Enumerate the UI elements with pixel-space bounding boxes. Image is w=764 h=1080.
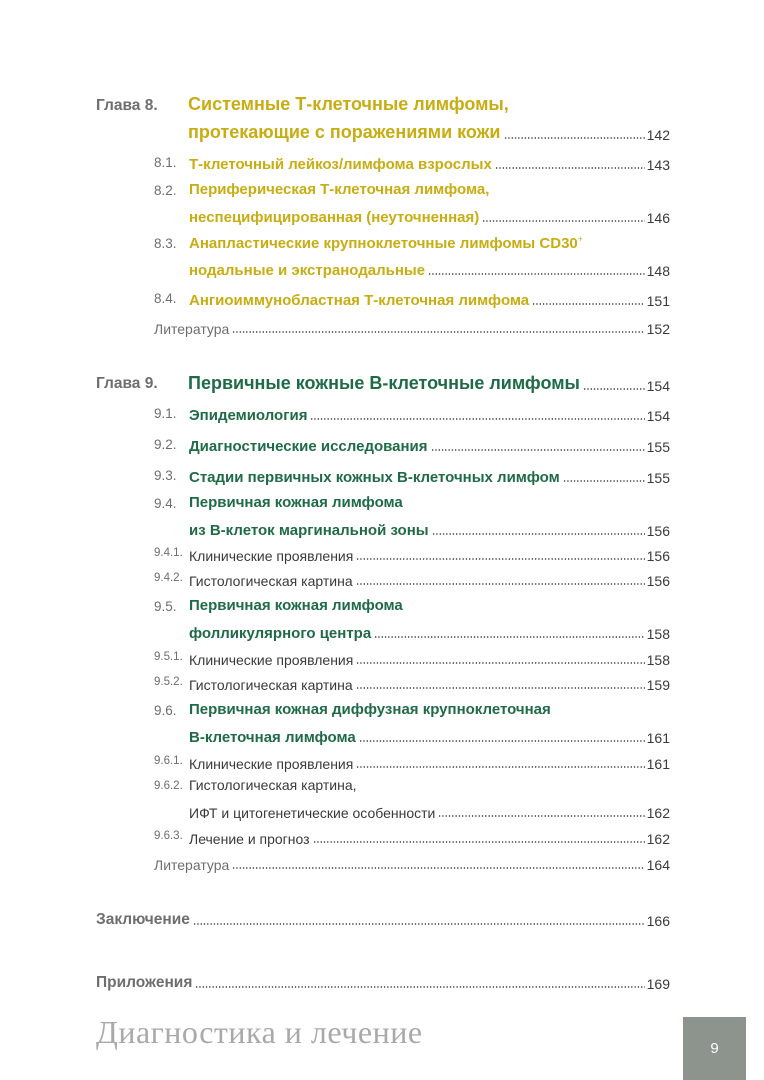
page-number: 162: [646, 831, 670, 847]
toc-entry-9-literature[interactable]: [154, 853, 670, 873]
section-number: 8.2.: [154, 183, 177, 198]
section-title-line1: Первичная кожная диффузная крупноклеточная: [189, 701, 551, 718]
page-number: 162: [646, 805, 670, 821]
section-number: 9.6.: [154, 703, 177, 718]
page-number: 161: [646, 730, 670, 746]
subsection-title-line2: ИФТ и цитогенетические особенности: [189, 805, 436, 821]
appendix-label: Приложения: [96, 974, 193, 991]
section-title-line2: нодальные и экстранодальные: [189, 262, 426, 279]
section-title: Ангиоиммунобластная Т-клеточная лимфома: [189, 292, 530, 309]
page-number: 146: [646, 210, 670, 226]
toc-entry-9-2[interactable]: [189, 435, 670, 455]
chapter-9-title: Первичные кожные В-клеточные лимфомы: [188, 373, 580, 393]
dot-leader: [356, 766, 644, 768]
toc-entry-8-literature[interactable]: [154, 317, 670, 337]
subsection-number: 9.5.2.: [154, 676, 183, 688]
section-title: Эпидемиология: [189, 407, 308, 424]
toc-entry-9-5[interactable]: [189, 622, 670, 642]
page-number: 156: [646, 573, 670, 589]
page-number: 156: [646, 523, 670, 539]
toc-entry-appendix[interactable]: [96, 970, 670, 992]
section-title: Диагностические исследования: [189, 438, 428, 455]
section-number: 9.1.: [154, 406, 177, 421]
dot-leader: [310, 418, 644, 420]
dot-leader: [438, 815, 644, 817]
subsection-title: Гистологическая картина: [189, 573, 353, 589]
dot-leader: [532, 303, 644, 305]
section-title-line1: Периферическая Т-клеточная лимфома,: [189, 181, 490, 198]
page-number: 158: [646, 626, 670, 642]
dot-leader: [428, 273, 645, 275]
superscript: +: [577, 234, 584, 244]
toc-entry-9-6-3[interactable]: [189, 827, 670, 847]
toc-entry-8-2[interactable]: [189, 206, 670, 226]
page-number-box: [683, 1017, 746, 1080]
section-number: 8.1.: [154, 155, 177, 170]
dot-leader: [583, 388, 645, 390]
dot-leader: [193, 923, 645, 925]
section-title-line2: из В-клеток маргинальной зоны: [189, 522, 429, 539]
page-number: 155: [646, 470, 670, 486]
page-number: 154: [646, 378, 670, 394]
toc-entry-9-4-1[interactable]: [189, 544, 670, 564]
page-number: 161: [646, 756, 670, 772]
page-number: 142: [646, 127, 670, 143]
subsection-number: 9.4.2.: [154, 572, 183, 584]
subsection-title: Клинические проявления: [189, 652, 354, 668]
page-number: 148: [646, 263, 670, 279]
toc-entry-9-6-1[interactable]: [189, 752, 670, 772]
page-number: 156: [646, 548, 670, 564]
dot-leader: [232, 867, 644, 869]
dot-leader: [431, 449, 645, 451]
conclusion-label: Заключение: [96, 911, 190, 928]
toc-entry-9-6[interactable]: [189, 726, 670, 746]
section-title: Т-клеточный лейкоз/лимфома взрослых: [189, 156, 492, 173]
page-number: 151: [646, 293, 670, 309]
chapter-9-label: Глава 9.: [96, 375, 158, 392]
dot-leader: [356, 558, 644, 560]
toc-entry-conclusion[interactable]: [96, 907, 670, 929]
section-number: 8.3.: [154, 236, 177, 251]
toc-entry-9-4[interactable]: [189, 519, 670, 539]
section-title-line2: В-клеточная лимфома: [189, 729, 356, 746]
subsection-title: Лечение и прогноз: [189, 831, 310, 847]
section-number: 8.4.: [154, 291, 177, 306]
toc-entry-9-3[interactable]: [189, 466, 670, 486]
section-number: 9.3.: [154, 468, 177, 483]
subsection-number: 9.6.3.: [154, 830, 183, 842]
page-number: 155: [646, 439, 670, 455]
literature-label: Литература: [154, 321, 230, 337]
dot-leader: [356, 662, 644, 664]
dot-leader: [374, 636, 644, 638]
subsection-number: 9.6.1.: [154, 755, 183, 767]
toc-entry-9-5-2[interactable]: [189, 673, 670, 693]
dot-leader: [432, 533, 645, 535]
subsection-title: Гистологическая картина: [189, 677, 353, 693]
page-number: 152: [646, 321, 670, 337]
section-title-line1: Первичная кожная лимфома: [189, 494, 403, 511]
section-number: 9.2.: [154, 437, 177, 452]
page-number: 159: [646, 677, 670, 693]
dot-leader: [313, 841, 645, 843]
toc-entry-9-6-2[interactable]: [189, 801, 670, 821]
page-number: 158: [646, 652, 670, 668]
section-title: Стадии первичных кожных В-клеточных лимфом: [189, 469, 560, 486]
page-number: 169: [646, 976, 670, 992]
subsection-number: 9.5.1.: [154, 651, 183, 663]
page-number: 166: [646, 913, 670, 929]
dot-leader: [495, 167, 645, 169]
toc-entry-9-1[interactable]: [189, 404, 670, 424]
toc-entry-8-1[interactable]: [189, 153, 670, 173]
toc-entry-8-3[interactable]: [189, 259, 670, 279]
subsection-title: Клинические проявления: [189, 548, 354, 564]
subsection-number: 9.4.1.: [154, 547, 183, 559]
toc-entry-chapter-9[interactable]: [188, 372, 670, 394]
page-number: 164: [646, 857, 670, 873]
page-number: 143: [646, 157, 670, 173]
toc-entry-9-4-2[interactable]: [189, 569, 670, 589]
dot-leader: [232, 331, 644, 333]
section-title-line1: Первичная кожная лимфома: [189, 597, 403, 614]
chapter-8-title-line2: протекающие с поражениями кожи: [188, 122, 501, 142]
running-footer-title: Диагностика и лечение: [96, 1014, 423, 1050]
page-number: 154: [646, 408, 670, 424]
dot-leader: [356, 583, 645, 585]
dot-leader: [356, 687, 645, 689]
dot-leader: [504, 137, 645, 139]
chapter-8-label: Глава 8.: [96, 97, 158, 114]
section-number: 9.5.: [154, 599, 177, 614]
section-title-line2: неспецифицированная (неуточненная): [189, 209, 480, 226]
dot-leader: [195, 986, 644, 988]
section-title-line2: фолликулярного центра: [189, 625, 372, 642]
section-number: 9.4.: [154, 496, 177, 511]
dot-leader: [563, 480, 645, 482]
subsection-title: Клинические проявления: [189, 756, 354, 772]
toc-entry-chapter-8[interactable]: [188, 121, 670, 143]
dot-leader: [359, 740, 645, 742]
dot-leader: [482, 220, 644, 222]
toc-entry-8-4[interactable]: [189, 289, 670, 309]
subsection-number: 9.6.2.: [154, 780, 183, 792]
literature-label: Литература: [154, 857, 230, 873]
current-page-number: 9: [710, 1040, 719, 1057]
chapter-8-title-line1: Системные Т-клеточные лимфомы,: [188, 94, 509, 114]
section-title-line1: [189, 234, 583, 252]
section-title-text: Анапластические крупноклеточные лимфомы CD30: [189, 235, 578, 252]
subsection-title-line1: Гистологическая картина,: [189, 777, 357, 793]
toc-entry-9-5-1[interactable]: [189, 648, 670, 668]
